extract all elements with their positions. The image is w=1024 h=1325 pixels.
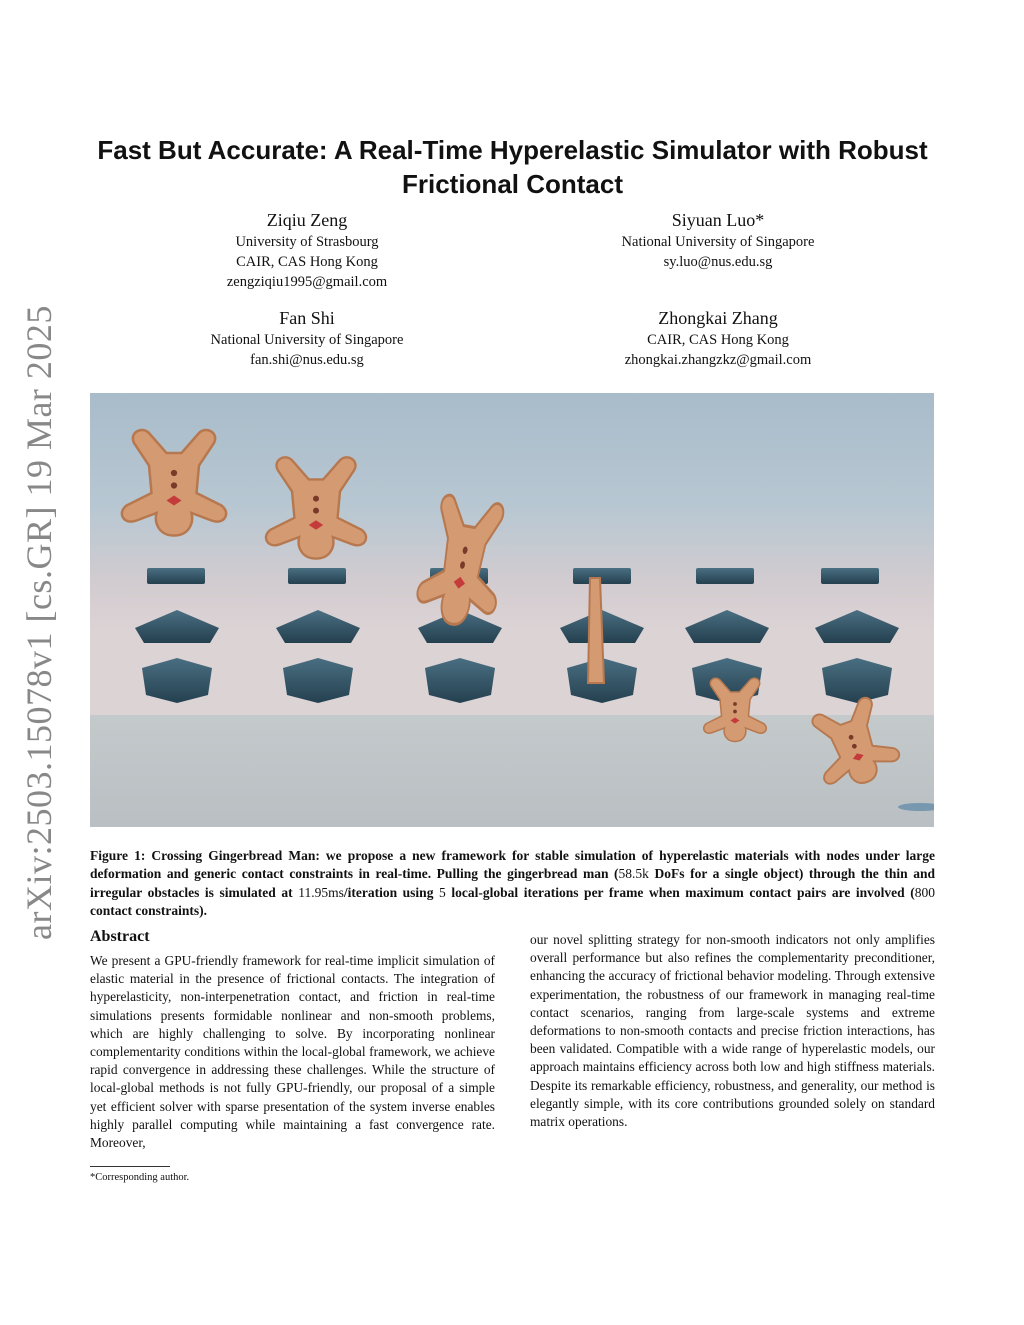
footnote: *Corresponding author.: [90, 1172, 190, 1183]
caption-iters: 5: [439, 884, 446, 900]
author-name: Fan Shi: [279, 308, 335, 328]
paper-title: Fast But Accurate: A Real-Time Hyperelastic Simulator with Robust Frictional Contact: [97, 135, 928, 199]
author-affiliation: National University of Singapore: [621, 234, 815, 250]
gingerbread-simulation-render: [90, 393, 934, 827]
author-email: sy.luo@nus.edu.sg: [663, 254, 773, 270]
author-affiliation: University of Strasbourg: [235, 234, 379, 250]
author-name: Ziqiu Zeng: [266, 210, 348, 230]
caption-text: DoFs for a single object) through the thin and irregular obstacles is simulated at: [90, 866, 935, 900]
author-affiliation: CAIR, CAS Hong Kong: [647, 332, 789, 348]
abstract-column-right: our novel splitting strategy for non-smooth indicators not only amplifies overall performance but also refines the complementarity preconditioner, enhancing the accuracy of frictional behavior modeling. Through extensive experimentation, the robustness of our framework in managing real-time contact scenarios, ranging from large-scale systems and extreme deformations to non-smooth contacts and precise friction interactions, has been validated. Compatible with a wide range of hyperelastic models, our approach maintains efficiency across both low and high stiffness materials. Despite its remarkable efficiency, robustness, and generality, our method is elegantly simple, with its core contributions grounded solely on standard matrix operations.: [530, 932, 935, 1130]
figure-caption: [90, 847, 935, 921]
gingerbread-man-stretched: [588, 578, 604, 683]
author-affiliation: CAIR, CAS Hong Kong: [236, 254, 378, 270]
author-block-2: [558, 208, 878, 272]
abstract-heading: Abstract: [90, 928, 150, 945]
footnote-rule: [90, 1166, 170, 1167]
author-email: zhongkai.zhangzkz@gmail.com: [624, 352, 812, 368]
caption-dofs: 58.5k: [618, 866, 649, 882]
caption-text: contact constraints).: [90, 903, 207, 919]
caption-text: Figure 1: Crossing Gingerbread Man: we propose a new framework for stable simulation of hyperelastic materials with nodes under large deformation and generic contact constraints in real-time. Pulling the gingerbread man (: [90, 848, 935, 882]
caption-pairs: 800: [914, 884, 935, 900]
abstract-column-left: We present a GPU-friendly framework for real-time implicit simulation of elastic material in the presence of frictional contacts. The integration of hyperelasticity, non-interpenetration contact, and friction in real-time simulations presents formidable nonlinear and non-smooth problems, which are highly challenging to solve. By incorporating nonlinear complementarity conditions within the local-global framework, we achieve rapid convergence in addressing these challenges. While the structure of local-global methods is not fully GPU-friendly, our proposal of a simple yet efficient solver with sparse presentation of the system inverse enables highly parallel computing while maintaining a fast convergence rate. Moreover,: [90, 953, 495, 1151]
author-affiliation: National University of Singapore: [210, 332, 404, 348]
author-block-1: [147, 208, 467, 292]
caption-text: local-global iterations per frame when maximum contact pairs are involved (: [445, 884, 915, 900]
caption-text: /iteration using: [343, 884, 440, 900]
arxiv-identifier: arXiv:2503.15078v1 [cs.GR] 19 Mar 2025: [19, 305, 59, 940]
author-block-3: [147, 306, 467, 370]
author-name: Siyuan Luo*: [671, 210, 765, 230]
caption-ms: 11.95ms: [298, 884, 344, 900]
author-block-4: [558, 306, 878, 370]
author-email: fan.shi@nus.edu.sg: [250, 352, 364, 368]
author-email: zengziqiu1995@gmail.com: [226, 274, 388, 290]
teaser-figure: [90, 393, 934, 827]
author-name: Zhongkai Zhang: [658, 308, 778, 328]
